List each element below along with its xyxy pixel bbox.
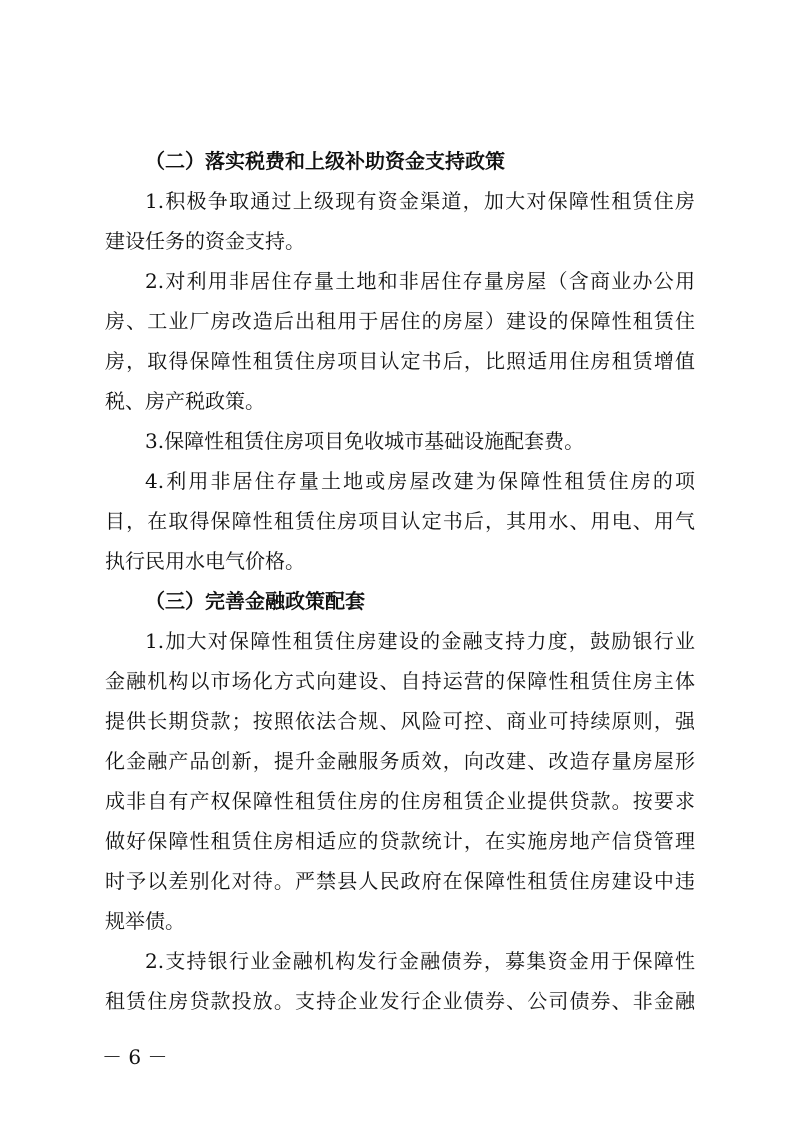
- paragraph-line: 化金融产品创新，提升金融服务质效，向改建、改造存量房屋形: [105, 749, 695, 773]
- paragraph-line: 4.利用非居住存量土地或房屋改建为保障性租赁住房的项: [145, 469, 695, 493]
- section-heading-3: （三）完善金融政策配套: [145, 589, 365, 613]
- paragraph-line: 目，在取得保障性租赁住房项目认定书后，其用水、用电、用气: [105, 509, 695, 533]
- paragraph-line: 建设任务的资金支持。: [105, 229, 305, 253]
- paragraph-line: 1.积极争取通过上级现有资金渠道，加大对保障性租赁住房: [145, 189, 695, 213]
- page-number: － 6 －: [102, 1045, 168, 1069]
- section-heading-2: （二）落实税费和上级补助资金支持政策: [145, 149, 505, 173]
- paragraph-line: 时予以差别化对待。严禁县人民政府在保障性租赁住房建设中违: [105, 869, 695, 893]
- paragraph-line: 金融机构以市场化方式向建设、自持运营的保障性租赁住房主体: [105, 669, 695, 693]
- paragraph-line: 提供长期贷款；按照依法合规、风险可控、商业可持续原则，强: [105, 709, 695, 733]
- paragraph-line: 执行民用水电气价格。: [105, 549, 305, 573]
- paragraph-line: 房，取得保障性租赁住房项目认定书后，比照适用住房租赁增值: [105, 349, 695, 373]
- paragraph-line: 成非自有产权保障性租赁住房的住房租赁企业提供贷款。按要求: [105, 789, 695, 813]
- paragraph-line: 3.保障性租赁住房项目免收城市基础设施配套费。: [145, 429, 585, 453]
- paragraph-line: 做好保障性租赁住房相适应的贷款统计，在实施房地产信贷管理: [105, 829, 695, 853]
- paragraph-line: 2.对利用非居住存量土地和非居住存量房屋（含商业办公用: [145, 269, 695, 293]
- paragraph-line: 租赁住房贷款投放。支持企业发行企业债券、公司债券、非金融: [105, 989, 695, 1013]
- paragraph-line: 1.加大对保障性租赁住房建设的金融支持力度，鼓励银行业: [145, 629, 695, 653]
- paragraph-line: 房、工业厂房改造后出租用于居住的房屋）建设的保障性租赁住: [105, 309, 695, 333]
- paragraph-line: 规举债。: [105, 909, 185, 933]
- paragraph-line: 税、房产税政策。: [105, 389, 265, 413]
- paragraph-line: 2.支持银行业金融机构发行金融债券，募集资金用于保障性: [145, 949, 695, 973]
